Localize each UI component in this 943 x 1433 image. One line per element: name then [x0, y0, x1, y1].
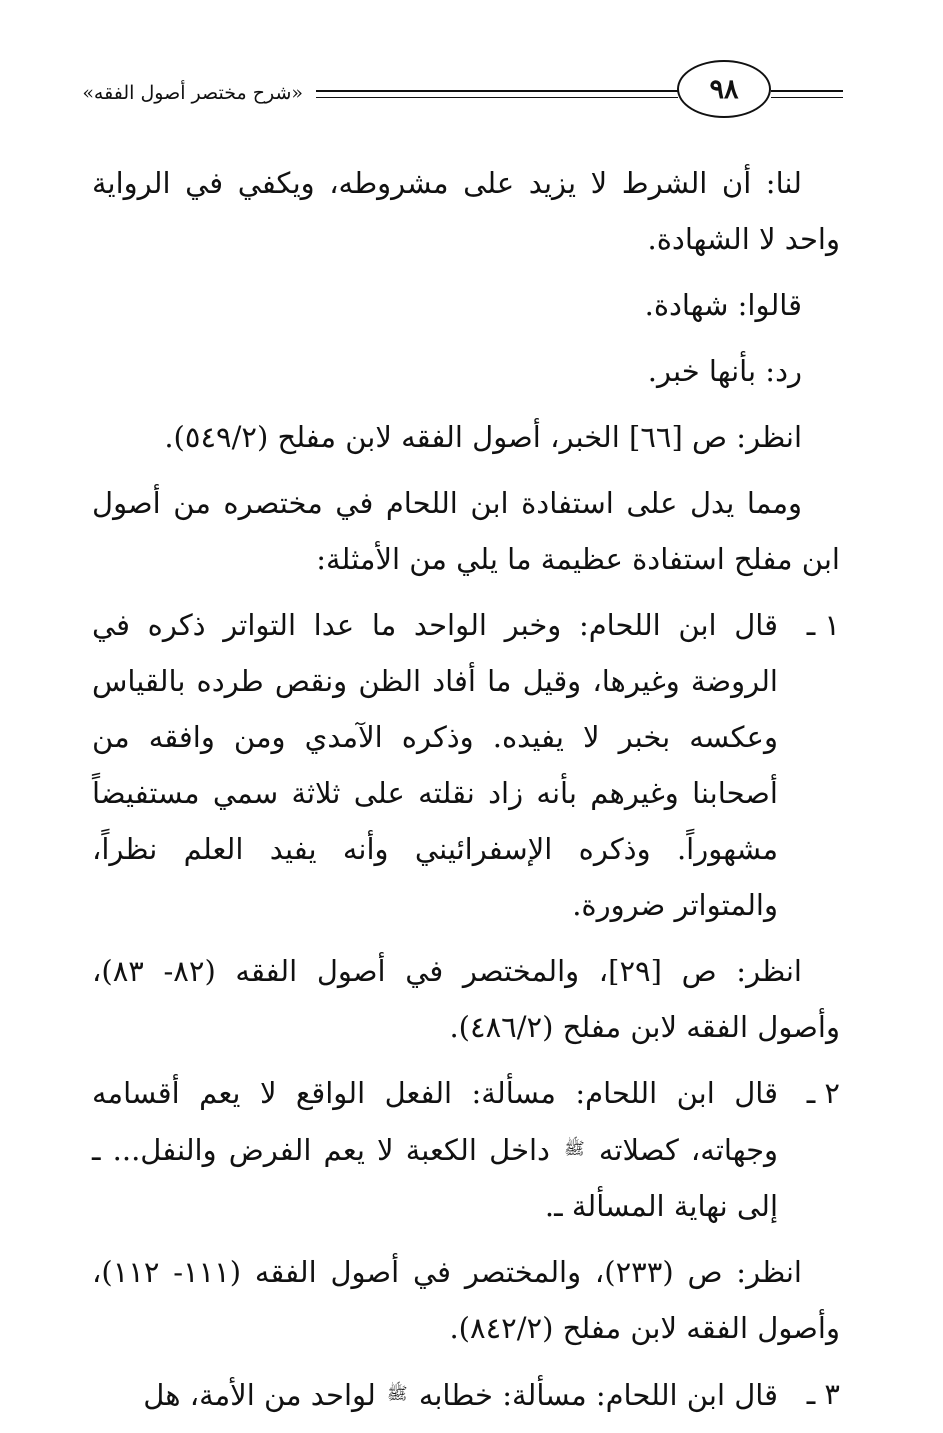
list-item — [92, 1366, 840, 1423]
honorific-glyph: ﷺ — [564, 1139, 585, 1159]
list-item-text-part: داخل الكعبة لا يعم الفرض والنفل... ـ إلى نهاية المسألة ـ. — [92, 1133, 778, 1223]
paragraph-reply: رد: بأنها خبر. — [647, 354, 802, 388]
list-item-text: قال ابن اللحام: وخبر الواحد ما عدا التواتر ذكره في الروضة وغيرها، وقيل ما أفاد الظن ونقص طرده بالقياس وعكسه بخبر لا يفيده. وذكره الآمدي ومن وافقه من أصحابنا وغيرهم بأنه زاد نقلته على ثلاثة سمي مستفيضاً مشهوراً. وذكره الإسفرائيني وأنه يفيد العلم نظراً، والمتواتر ضرورة. — [92, 608, 778, 922]
page-number: ٩٨ — [709, 73, 739, 105]
paragraph-reference: انظر: ص [٢٩]، والمختصر في أصول الفقه (٨٢- ٨٣)، وأصول الفقه لابن مفلح (٤٨٦/٢). — [92, 954, 840, 1044]
list-item-number: ١ ـ — [806, 608, 840, 642]
page-number-oval — [677, 60, 771, 118]
honorific-glyph: ﷺ — [387, 1384, 408, 1404]
paragraph-intro-examples: ومما يدل على استفادة ابن اللحام في مختصره من أصول ابن مفلح استفادة عظيمة ما يلي من الأمثلة: — [92, 486, 840, 576]
paragraph-argument: لنا: أن الشرط لا يزيد على مشروطه، ويكفي في الرواية واحد لا الشهادة. — [92, 166, 840, 256]
paragraph-reference: انظر: ص [٦٦] الخبر، أصول الفقه لابن مفلح (٥٤٩/٢). — [164, 420, 802, 454]
running-title: «شرح مختصر أصول الفقه» — [82, 82, 303, 104]
list-item-number: ٢ ـ — [806, 1076, 840, 1110]
paragraph-reference: انظر: ص (٢٣٣)، والمختصر في أصول الفقه (١١١- ١١٢)، وأصول الفقه لابن مفلح (٨٤٢/٢). — [92, 1255, 840, 1345]
list-item-text-part: لواحد من الأمة، هل — [143, 1378, 376, 1412]
list-item-text-part: قال ابن اللحام: مسألة: الفعل الواقع لا يعم أقسامه وجهاته، كصلاته — [92, 1076, 779, 1167]
list-item-text-part: قال ابن اللحام: مسألة: خطابه — [418, 1378, 778, 1412]
paragraph-objection: قالوا: شهادة. — [644, 288, 802, 322]
list-item-text — [92, 1366, 778, 1423]
list-item-text — [92, 1065, 778, 1234]
list-item — [92, 597, 840, 933]
page-header — [82, 60, 843, 140]
header-rule-left — [316, 90, 678, 92]
header-rule-right — [771, 90, 843, 92]
list-item — [92, 1065, 840, 1234]
list-item-number: ٣ ـ — [806, 1377, 840, 1411]
page-body — [92, 155, 840, 1433]
